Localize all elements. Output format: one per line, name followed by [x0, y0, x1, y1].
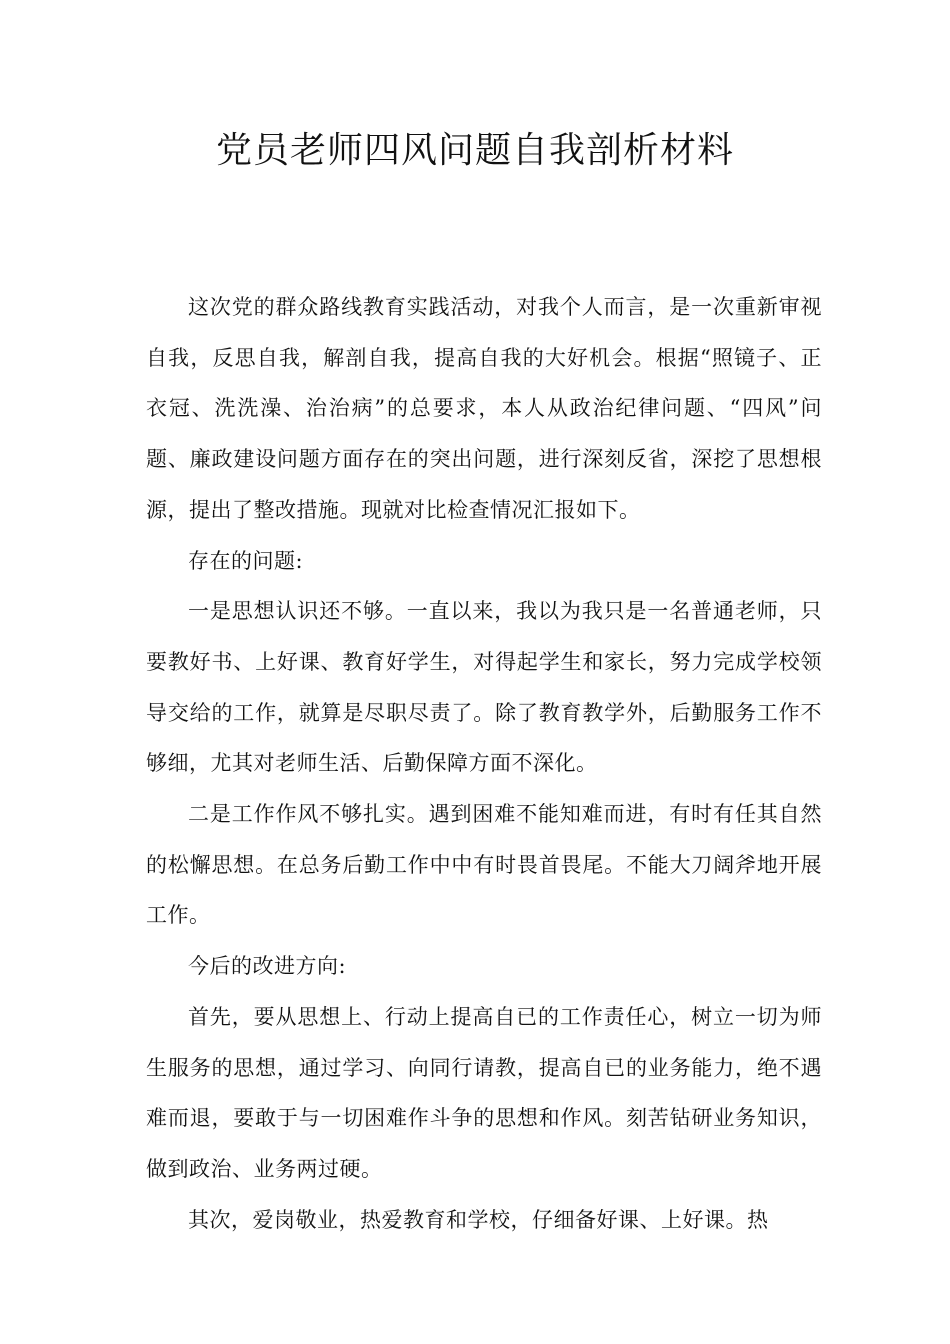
- section-heading-improvements: 今后的改进方向:: [188, 954, 347, 979]
- document-title: 党员老师四风问题自我剖析材料: [215, 130, 734, 171]
- section-heading-problems: 存在的问题:: [188, 548, 304, 573]
- paragraph-problem-2: 二是工作作风不够扎实。遇到困难不能知难而进，有时有任其自然的松懈思想。在总务后勤工作中中有时畏首畏尾。不能大刀阔斧地开展工作。: [146, 802, 822, 928]
- paragraph-problem-1: 一是思想认识还不够。一直以来，我以为我只是一名普通老师，只要教好书、上好课、教育好学生，对得起学生和家长，努力完成学校领导交给的工作，就算是尽职尽责了。除了教育教学外，后勤服务工作不够细，尤其对老师生活、后勤保障方面不深化。: [146, 599, 822, 776]
- paragraph-improvement-1: 首先，要从思想上、行动上提高自已的工作责任心，树立一切为师生服务的思想，通过学习、向同行请教，提高自已的业务能力，绝不遇难而退，要敢于与一切困难作斗争的思想和作风。刻苦钻研业务知识，做到政治、业务两过硬。: [146, 1004, 822, 1181]
- paragraph-intro: 这次党的群众路线教育实践活动，对我个人而言，是一次重新审视自我，反思自我，解剖自我，提高自我的大好机会。根据“照镜子、正衣冠、洗洗澡、治治病”的总要求，本人从政治纪律问题、“四风”问题、廉政建设问题方面存在的突出问题，进行深刻反省，深挖了思想根源，提出了整改措施。现就对比检查情况汇报如下。: [146, 295, 822, 522]
- paragraph-improvement-2: 其次，爱岗敬业，热爱教育和学校，仔细备好课、上好课。热: [188, 1207, 769, 1232]
- document-body: [146, 282, 822, 1245]
